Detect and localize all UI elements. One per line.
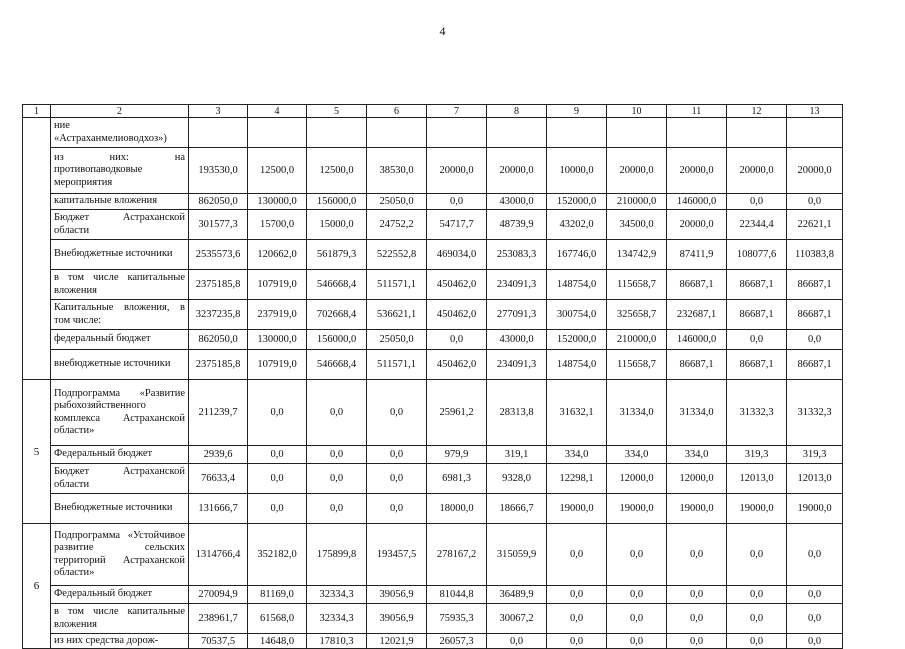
value-cell: 148754,0 — [547, 350, 607, 380]
value-cell: 0,0 — [427, 194, 487, 210]
value-cell: 511571,1 — [367, 350, 427, 380]
value-cell — [189, 118, 248, 148]
value-cell: 18000,0 — [427, 494, 487, 524]
value-cell: 26057,3 — [427, 634, 487, 649]
value-cell: 0,0 — [248, 464, 307, 494]
value-cell: 300754,0 — [547, 300, 607, 330]
row-label: из них: на противопаводковые мероприятия — [51, 148, 189, 194]
row-label: Бюджет Астраханской области — [51, 464, 189, 494]
value-cell: 115658,7 — [607, 350, 667, 380]
value-cell: 0,0 — [307, 380, 367, 446]
value-cell: 12021,9 — [367, 634, 427, 649]
value-cell: 301577,3 — [189, 210, 248, 240]
value-cell: 979,9 — [427, 446, 487, 464]
value-cell: 334,0 — [667, 446, 727, 464]
value-cell: 536621,1 — [367, 300, 427, 330]
value-cell: 0,0 — [367, 464, 427, 494]
table-row — [23, 270, 843, 300]
value-cell: 20000,0 — [487, 148, 547, 194]
value-cell: 14648,0 — [248, 634, 307, 649]
value-cell: 0,0 — [787, 604, 843, 634]
value-cell: 12500,0 — [307, 148, 367, 194]
value-cell: 12000,0 — [607, 464, 667, 494]
value-cell: 9328,0 — [487, 464, 547, 494]
value-cell: 277091,3 — [487, 300, 547, 330]
value-cell: 319,3 — [787, 446, 843, 464]
value-cell: 20000,0 — [667, 148, 727, 194]
value-cell: 232687,1 — [667, 300, 727, 330]
value-cell: 0,0 — [787, 634, 843, 649]
row-label: Федеральный бюджет — [51, 586, 189, 604]
value-cell: 546668,4 — [307, 350, 367, 380]
value-cell: 18666,7 — [487, 494, 547, 524]
value-cell: 278167,2 — [427, 524, 487, 586]
value-cell: 175899,8 — [307, 524, 367, 586]
value-cell — [427, 118, 487, 148]
value-cell: 0,0 — [307, 464, 367, 494]
value-cell: 10000,0 — [547, 148, 607, 194]
table-body — [23, 105, 843, 649]
value-cell: 450462,0 — [427, 350, 487, 380]
value-cell: 0,0 — [787, 524, 843, 586]
value-cell: 86687,1 — [727, 300, 787, 330]
value-cell: 319,1 — [487, 446, 547, 464]
column-number-4: 4 — [248, 105, 307, 118]
value-cell: 20000,0 — [727, 148, 787, 194]
value-cell: 86687,1 — [787, 270, 843, 300]
value-cell: 511571,1 — [367, 270, 427, 300]
value-cell: 0,0 — [547, 634, 607, 649]
value-cell: 36489,9 — [487, 586, 547, 604]
table-row — [23, 524, 843, 586]
value-cell: 0,0 — [487, 634, 547, 649]
row-label: капитальные вложения — [51, 194, 189, 210]
value-cell: 12000,0 — [667, 464, 727, 494]
value-cell — [727, 118, 787, 148]
value-cell: 12013,0 — [727, 464, 787, 494]
value-cell: 234091,3 — [487, 350, 547, 380]
table-row — [23, 240, 843, 270]
value-cell: 0,0 — [307, 494, 367, 524]
value-cell: 334,0 — [547, 446, 607, 464]
value-cell: 0,0 — [787, 586, 843, 604]
value-cell: 48739,9 — [487, 210, 547, 240]
row-label: Подпрограмма «Устойчивое развитие сельских территорий Астраханской области» — [51, 524, 189, 586]
value-cell: 22344,4 — [727, 210, 787, 240]
value-cell: 86687,1 — [787, 300, 843, 330]
value-cell: 12013,0 — [787, 464, 843, 494]
value-cell: 270094,9 — [189, 586, 248, 604]
table-row — [23, 118, 843, 148]
value-cell: 25050,0 — [367, 330, 427, 350]
value-cell: 234091,3 — [487, 270, 547, 300]
value-cell: 31632,1 — [547, 380, 607, 446]
column-number-5: 5 — [307, 105, 367, 118]
table-row — [23, 300, 843, 330]
value-cell: 81044,8 — [427, 586, 487, 604]
value-cell: 0,0 — [248, 494, 307, 524]
row-label: Внебюджетные источники — [51, 240, 189, 270]
value-cell: 0,0 — [607, 634, 667, 649]
value-cell: 0,0 — [667, 634, 727, 649]
value-cell: 193457,5 — [367, 524, 427, 586]
value-cell: 70537,5 — [189, 634, 248, 649]
value-cell: 0,0 — [547, 586, 607, 604]
row-label: ние «Астраханмелиоводхоз») — [51, 118, 189, 148]
column-number-1: 1 — [23, 105, 51, 118]
value-cell: 32334,3 — [307, 586, 367, 604]
row-label: из них средства дорож- — [51, 634, 189, 649]
value-cell: 2535573,6 — [189, 240, 248, 270]
value-cell: 120662,0 — [248, 240, 307, 270]
row-label: Бюджет Астраханской области — [51, 210, 189, 240]
value-cell: 20000,0 — [667, 210, 727, 240]
row-label: федеральный бюджет — [51, 330, 189, 350]
row-label: в том числе капитальные вложения — [51, 270, 189, 300]
value-cell: 862050,0 — [189, 330, 248, 350]
value-cell: 24752,2 — [367, 210, 427, 240]
value-cell: 17810,3 — [307, 634, 367, 649]
value-cell: 0,0 — [427, 330, 487, 350]
column-number-3: 3 — [189, 105, 248, 118]
value-cell: 25050,0 — [367, 194, 427, 210]
table-row — [23, 148, 843, 194]
column-number-9: 9 — [547, 105, 607, 118]
value-cell: 0,0 — [607, 604, 667, 634]
value-cell: 0,0 — [727, 634, 787, 649]
value-cell: 110383,8 — [787, 240, 843, 270]
value-cell: 81169,0 — [248, 586, 307, 604]
value-cell: 325658,7 — [607, 300, 667, 330]
row-label: Капитальные вложения, в том числе: — [51, 300, 189, 330]
value-cell: 32334,3 — [307, 604, 367, 634]
value-cell: 131666,7 — [189, 494, 248, 524]
value-cell: 86687,1 — [727, 350, 787, 380]
row-index: 6 — [23, 524, 51, 649]
value-cell: 156000,0 — [307, 330, 367, 350]
value-cell: 31334,0 — [607, 380, 667, 446]
value-cell: 522552,8 — [367, 240, 427, 270]
value-cell: 76633,4 — [189, 464, 248, 494]
table-row — [23, 604, 843, 634]
value-cell: 0,0 — [547, 524, 607, 586]
value-cell — [307, 118, 367, 148]
value-cell — [487, 118, 547, 148]
value-cell: 31332,3 — [787, 380, 843, 446]
value-cell: 0,0 — [727, 194, 787, 210]
value-cell: 469034,0 — [427, 240, 487, 270]
value-cell: 546668,4 — [307, 270, 367, 300]
value-cell — [607, 118, 667, 148]
value-cell: 2375185,8 — [189, 350, 248, 380]
column-number-8: 8 — [487, 105, 547, 118]
value-cell: 237919,0 — [248, 300, 307, 330]
value-cell: 334,0 — [607, 446, 667, 464]
value-cell: 253083,3 — [487, 240, 547, 270]
value-cell: 86687,1 — [667, 270, 727, 300]
value-cell: 167746,0 — [547, 240, 607, 270]
value-cell: 20000,0 — [427, 148, 487, 194]
table-row — [23, 586, 843, 604]
column-number-10: 10 — [607, 105, 667, 118]
row-index: 5 — [23, 380, 51, 524]
value-cell: 20000,0 — [787, 148, 843, 194]
value-cell: 28313,8 — [487, 380, 547, 446]
value-cell: 0,0 — [367, 494, 427, 524]
value-cell: 43202,0 — [547, 210, 607, 240]
value-cell: 0,0 — [727, 586, 787, 604]
value-cell: 54717,7 — [427, 210, 487, 240]
value-cell — [367, 118, 427, 148]
value-cell: 0,0 — [667, 604, 727, 634]
value-cell: 152000,0 — [547, 330, 607, 350]
value-cell: 19000,0 — [667, 494, 727, 524]
value-cell: 130000,0 — [248, 194, 307, 210]
value-cell: 0,0 — [607, 586, 667, 604]
value-cell: 86687,1 — [667, 350, 727, 380]
table-row — [23, 446, 843, 464]
value-cell: 31332,3 — [727, 380, 787, 446]
value-cell: 352182,0 — [248, 524, 307, 586]
value-cell: 193530,0 — [189, 148, 248, 194]
value-cell: 0,0 — [307, 446, 367, 464]
value-cell — [787, 118, 843, 148]
value-cell: 862050,0 — [189, 194, 248, 210]
table-row — [23, 634, 843, 649]
value-cell: 15700,0 — [248, 210, 307, 240]
value-cell — [248, 118, 307, 148]
column-number-7: 7 — [427, 105, 487, 118]
value-cell: 450462,0 — [427, 270, 487, 300]
value-cell — [667, 118, 727, 148]
value-cell: 61568,0 — [248, 604, 307, 634]
value-cell: 0,0 — [248, 446, 307, 464]
value-cell: 319,3 — [727, 446, 787, 464]
value-cell: 561879,3 — [307, 240, 367, 270]
column-number-2: 2 — [51, 105, 189, 118]
value-cell: 38530,0 — [367, 148, 427, 194]
value-cell: 0,0 — [727, 604, 787, 634]
value-cell: 0,0 — [727, 524, 787, 586]
column-number-6: 6 — [367, 105, 427, 118]
value-cell: 22621,1 — [787, 210, 843, 240]
value-cell: 30067,2 — [487, 604, 547, 634]
value-cell: 12500,0 — [248, 148, 307, 194]
budget-table — [22, 104, 843, 649]
value-cell: 0,0 — [787, 330, 843, 350]
value-cell: 39056,9 — [367, 586, 427, 604]
table-row — [23, 380, 843, 446]
value-cell: 146000,0 — [667, 194, 727, 210]
value-cell: 0,0 — [667, 524, 727, 586]
value-cell: 86687,1 — [727, 270, 787, 300]
value-cell: 210000,0 — [607, 330, 667, 350]
value-cell: 12298,1 — [547, 464, 607, 494]
table-row — [23, 330, 843, 350]
value-cell: 156000,0 — [307, 194, 367, 210]
row-label: в том числе капитальные вложения — [51, 604, 189, 634]
value-cell: 450462,0 — [427, 300, 487, 330]
value-cell: 87411,9 — [667, 240, 727, 270]
value-cell: 0,0 — [367, 380, 427, 446]
column-number-11: 11 — [667, 105, 727, 118]
column-number-12: 12 — [727, 105, 787, 118]
value-cell: 25961,2 — [427, 380, 487, 446]
value-cell: 0,0 — [607, 524, 667, 586]
row-label: Внебюджетные источники — [51, 494, 189, 524]
column-number-13: 13 — [787, 105, 843, 118]
value-cell: 130000,0 — [248, 330, 307, 350]
value-cell: 0,0 — [547, 604, 607, 634]
row-label: внебюджетные источники — [51, 350, 189, 380]
row-label: Федеральный бюджет — [51, 446, 189, 464]
table-row — [23, 210, 843, 240]
column-number-row — [23, 105, 843, 118]
value-cell: 86687,1 — [787, 350, 843, 380]
value-cell: 19000,0 — [607, 494, 667, 524]
value-cell: 238961,7 — [189, 604, 248, 634]
value-cell: 210000,0 — [607, 194, 667, 210]
value-cell: 19000,0 — [547, 494, 607, 524]
value-cell: 2375185,8 — [189, 270, 248, 300]
value-cell: 19000,0 — [727, 494, 787, 524]
value-cell: 1314766,4 — [189, 524, 248, 586]
value-cell: 0,0 — [367, 446, 427, 464]
value-cell: 211239,7 — [189, 380, 248, 446]
value-cell: 6981,3 — [427, 464, 487, 494]
value-cell: 31334,0 — [667, 380, 727, 446]
page-number: 4 — [439, 24, 446, 38]
table-row — [23, 464, 843, 494]
value-cell: 19000,0 — [787, 494, 843, 524]
value-cell: 107919,0 — [248, 270, 307, 300]
value-cell: 3237235,8 — [189, 300, 248, 330]
value-cell — [547, 118, 607, 148]
value-cell: 0,0 — [667, 586, 727, 604]
value-cell: 43000,0 — [487, 194, 547, 210]
table-row — [23, 350, 843, 380]
value-cell: 0,0 — [727, 330, 787, 350]
value-cell: 2939,6 — [189, 446, 248, 464]
value-cell: 115658,7 — [607, 270, 667, 300]
value-cell: 702668,4 — [307, 300, 367, 330]
value-cell: 148754,0 — [547, 270, 607, 300]
value-cell: 108077,6 — [727, 240, 787, 270]
table-row — [23, 494, 843, 524]
value-cell: 315059,9 — [487, 524, 547, 586]
value-cell: 0,0 — [787, 194, 843, 210]
value-cell: 75935,3 — [427, 604, 487, 634]
value-cell: 146000,0 — [667, 330, 727, 350]
value-cell: 34500,0 — [607, 210, 667, 240]
value-cell: 107919,0 — [248, 350, 307, 380]
value-cell: 0,0 — [248, 380, 307, 446]
value-cell: 39056,9 — [367, 604, 427, 634]
value-cell: 15000,0 — [307, 210, 367, 240]
table-row — [23, 194, 843, 210]
value-cell: 134742,9 — [607, 240, 667, 270]
value-cell: 20000,0 — [607, 148, 667, 194]
value-cell: 43000,0 — [487, 330, 547, 350]
value-cell: 152000,0 — [547, 194, 607, 210]
row-label: Подпрограмма «Развитие рыбохозяйственного комплекса Астраханской области» — [51, 380, 189, 446]
row-index-empty — [23, 118, 51, 380]
